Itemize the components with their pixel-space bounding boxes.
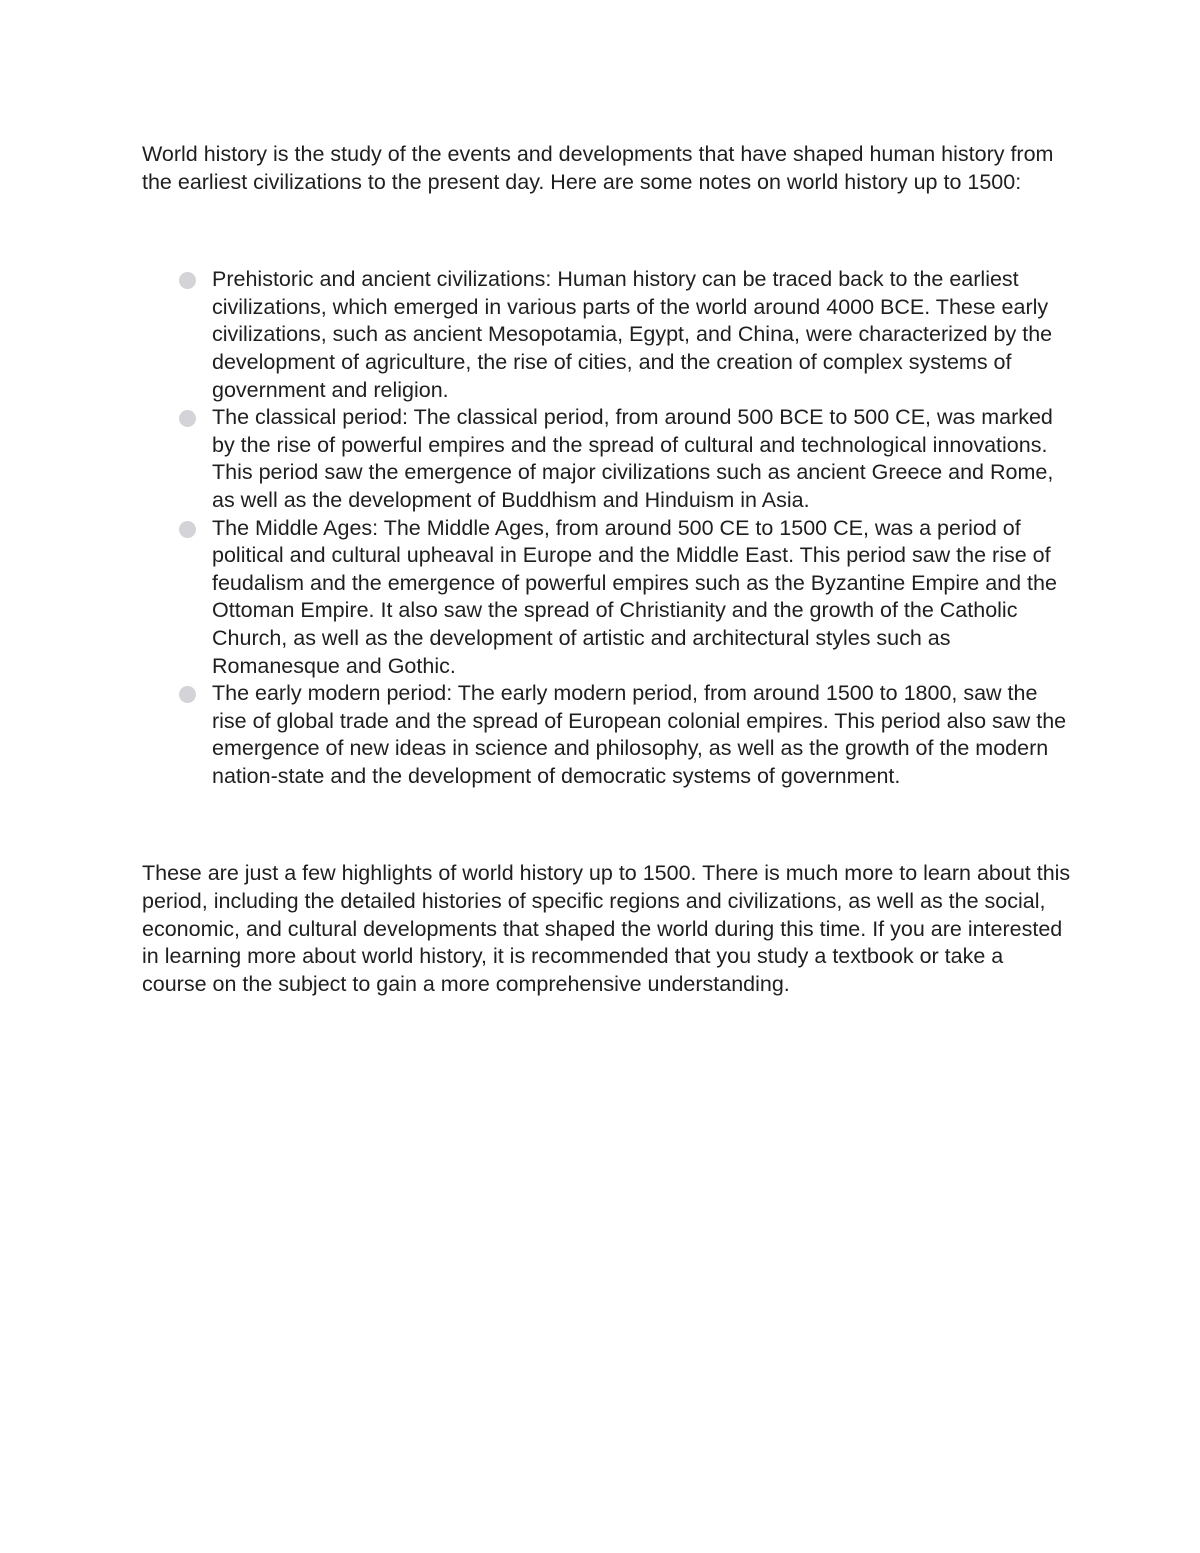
list-item <box>142 680 1072 790</box>
bullet-dot-icon <box>179 410 196 427</box>
list-item <box>142 404 1072 514</box>
intro-paragraph: World history is the study of the events and developments that have shaped human history from the earliest civilizations to the present day. Here are some notes on world history up to 1500: <box>142 142 1054 194</box>
list-item <box>142 266 1072 404</box>
list-item <box>142 515 1072 681</box>
list-item-text: The classical period: The classical period, from around 500 BCE to 500 CE, was marked by the rise of powerful empires and the spread of cultural and technological innovations. This period saw the emergence of major civilizations such as ancient Greece and Rome, as well as the development of Buddhism and Hinduism in Asia. <box>212 405 1054 512</box>
list-item-text: The Middle Ages: The Middle Ages, from around 500 CE to 1500 CE, was a period of political and cultural upheaval in Europe and the Middle East. This period saw the rise of feudalism and the emergence of powerful empires such as the Byzantine Empire and the Ottoman Empire. It also saw the spread of Christianity and the growth of the Catholic Church, as well as the development of artistic and architectural styles such as Romanesque and Gothic. <box>212 515 1057 678</box>
bullet-dot-icon <box>179 521 196 538</box>
bullet-dot-icon <box>179 686 196 703</box>
conclusion-paragraph: These are just a few highlights of world history up to 1500. There is much more to learn about this period, including the detailed histories of specific regions and civilizations, as well as the social, economic, and cultural developments that shaped the world during this time. If you are interested in learning more about world history, it is recommended that you study a textbook or take a course on the subject to gain a more comprehensive understanding. <box>142 861 1071 996</box>
document-body <box>142 141 1072 998</box>
notes-list <box>142 266 1072 790</box>
list-item-text: Prehistoric and ancient civilizations: Human history can be traced back to the earliest civilizations, which emerged in various parts of the world around 4000 BCE. These early civilizations, such as ancient Mesopotamia, Egypt, and China, were characterized by the development of agriculture, the rise of cities, and the creation of complex systems of government and religion. <box>212 267 1053 402</box>
list-item-text: The early modern period: The early modern period, from around 1500 to 1800, saw the rise of global trade and the spread of European colonial empires. This period also saw the emergence of new ideas in science and philosophy, as well as the growth of the modern nation-state and the development of democratic systems of government. <box>212 681 1067 788</box>
bullet-dot-icon <box>179 272 196 289</box>
